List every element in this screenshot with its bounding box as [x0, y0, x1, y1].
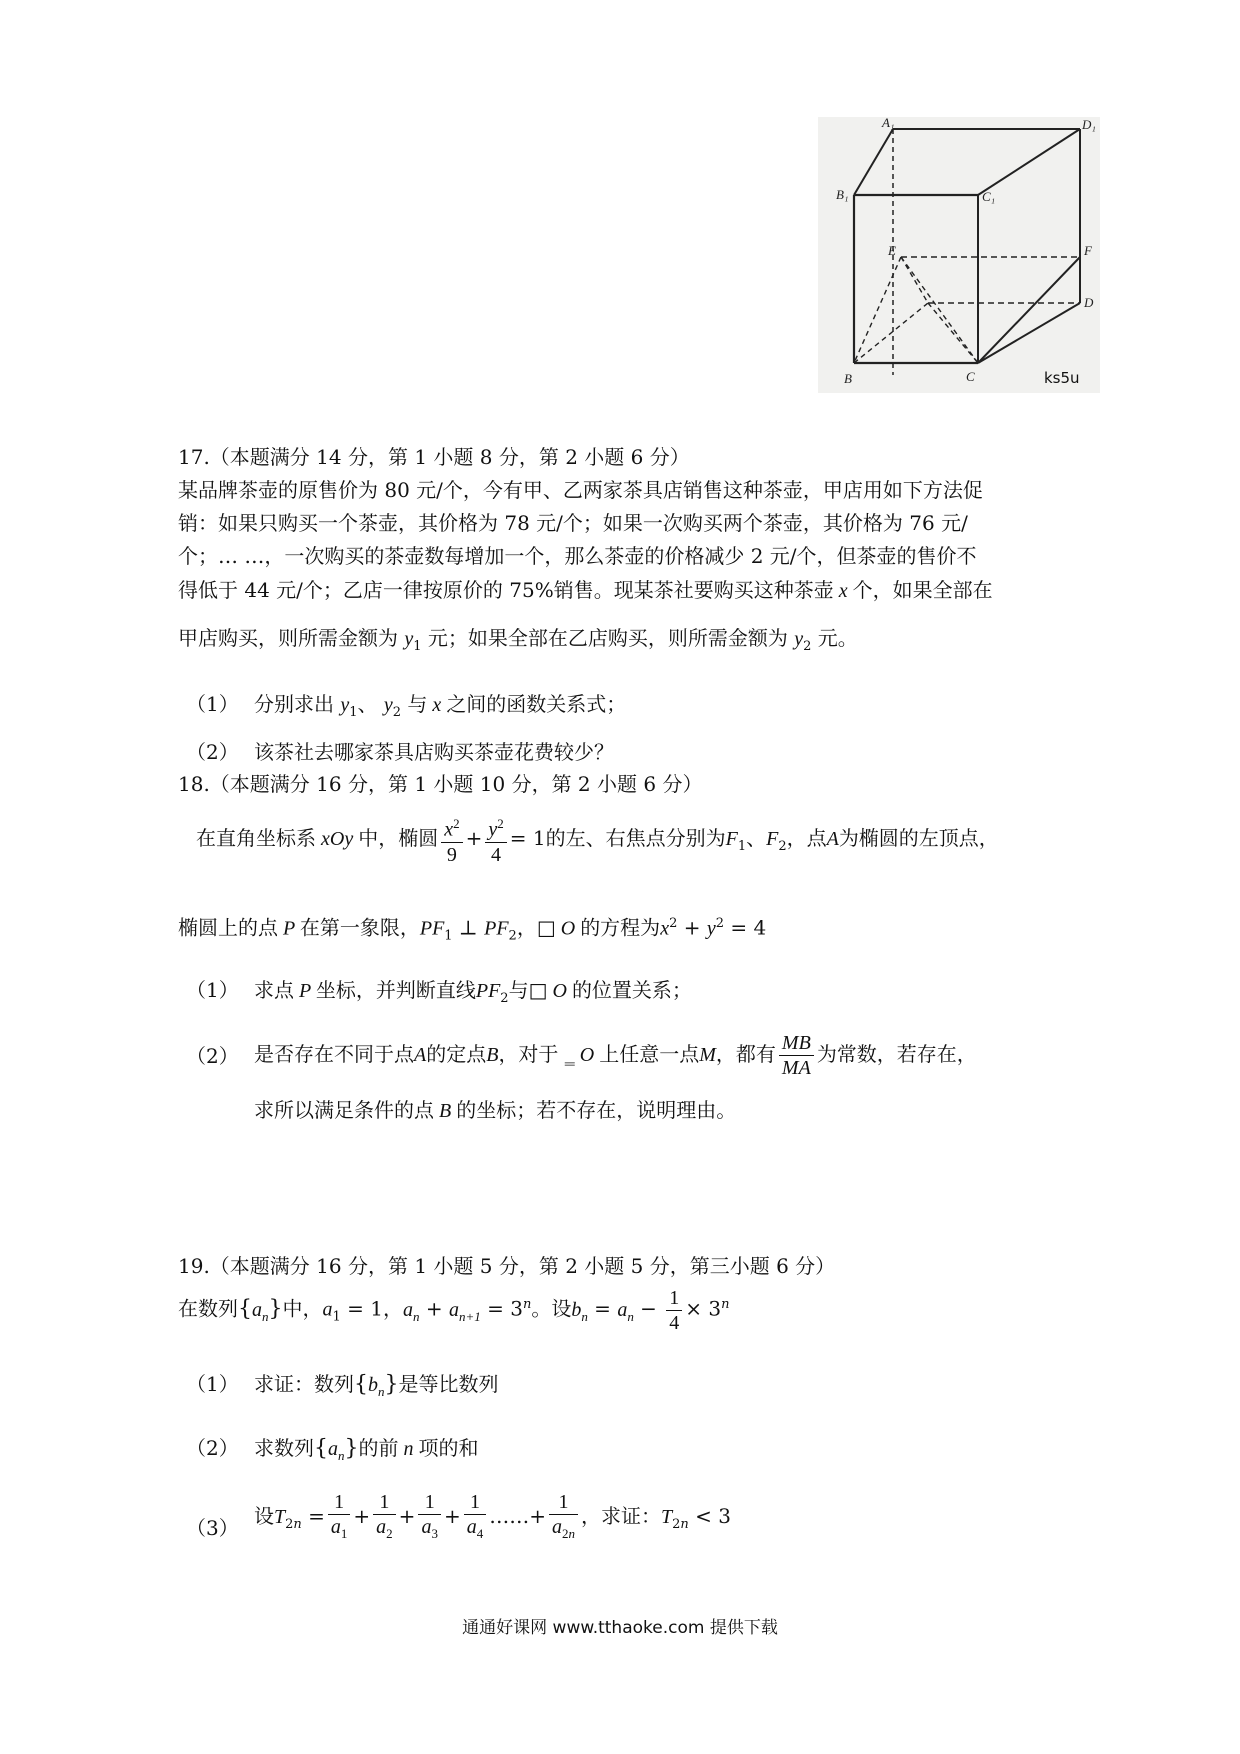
label-d1: D₁ [1082, 117, 1096, 132]
q17-part-2-num: （2） [186, 740, 239, 764]
fraction-1-a3: $\frac{1}{a_3}$ [418, 1490, 441, 1546]
fraction-1-a1: $\frac{1}{a_1}$ [328, 1490, 351, 1546]
q17-line-4: 得低于 44 元/个；乙店一律按原价的 75%销售。现某茶社要购买这种茶壶 x 个，如果全部在 [178, 578, 993, 602]
fraction-1-a2: $\frac{1}{a_2}$ [373, 1490, 396, 1546]
q19-part-3-text: 设$T_{2n}$ = $\frac{1}{a_1}$ + $\frac{1}{a_2}$ + $\frac{1}{a_3}$ + $\frac{1}{a_4}$ ……+ $\frac{1}{a_{2n}}$ ，求证：$T_{2n} < 3$ [254, 1486, 731, 1555]
fraction-y2-4: $\frac{y^2}{4}$ [485, 812, 506, 867]
q17-line-1: 某品牌茶壶的原售价为 80 元/个，今有甲、乙两家茶具店销售这种茶壶，甲店用如下方法促 [178, 478, 983, 502]
q17-line-3: 个；… …，一次购买的茶壶数每增加一个，那么茶壶的价格减少 2 元/个，但茶壶的售价不 [178, 544, 977, 568]
q17-part-1-num: （1） [186, 692, 239, 716]
q18-part-2-line-1: 是否存在不同于点A的定点B，对于 ‗ O 上任意一点M，都有 $\frac{MB}{MA}$ 为常数，若存在， [254, 1032, 977, 1079]
q18-part-1-text: 求点 P 坐标，并判断直线$PF_2$与□ O 的位置关系； [254, 978, 692, 1006]
q19-part-1-num: （1） [186, 1372, 239, 1396]
q18-line-1: 在直角坐标系 xOy 中，椭圆 $\frac{x^2}{9}$ + $\frac{y^2}{4}$ = 1的左、右焦点分别为$F_1$、$F_2$，点A为椭圆的左顶点， [196, 812, 999, 872]
q19-part-3-num: （3） [186, 1516, 239, 1540]
label-c1: C₁ [982, 189, 996, 204]
q17-header: 17.（本题满分 14 分，第 1 小题 8 分，第 2 小题 6 分） [178, 445, 690, 469]
label-f: F [1084, 243, 1092, 258]
label-e: E [888, 243, 896, 258]
fraction-mb-ma: $\frac{MB}{MA}$ [779, 1031, 814, 1080]
label-b1: B₁ [836, 187, 849, 202]
q17-part-2-text: 该茶社去哪家茶具店购买茶壶花费较少？ [254, 740, 614, 764]
q19-part-2-text: 求数列$\{a_n\}$的前 n 项的和 [254, 1436, 479, 1463]
q19-header: 19.（本题满分 16 分，第 1 小题 5 分，第 2 小题 5 分，第三小题 6 分） [178, 1254, 836, 1278]
q18-part-2-num: （2） [186, 1044, 239, 1068]
q17-line-2: 销：如果只购买一个茶壶，其价格为 78 元/个；如果一次购买两个茶壶，其价格为 76 元/ [178, 511, 968, 535]
fraction-1-4: $\frac{1}{4}$ [666, 1286, 682, 1335]
page-footer: 通通好课网 www.tthaoke.com 提供下载 [462, 1618, 778, 1638]
watermark-ks5u: ks5u [1044, 369, 1080, 387]
q19-line-1: 在数列$\{a_n\}$中，$a_1 = 1$，$a_n + a_{n+1} = 3^n$。设$b_n = a_n$ − $\frac{1}{4}$ × $3^n$ [178, 1286, 730, 1334]
label-b: B [844, 371, 852, 386]
q18-part-1-num: （1） [186, 978, 239, 1002]
fraction-x2-9: $\frac{x^2}{9}$ [441, 812, 462, 867]
label-a1: A₁ [882, 117, 895, 130]
q18-header: 18.（本题满分 16 分，第 1 小题 10 分，第 2 小题 6 分） [178, 772, 703, 796]
q19-part-2-num: （2） [186, 1436, 239, 1460]
cube-diagram [818, 117, 1100, 393]
q17-part-1-text: 分别求出 $y_1$、 $y_2$ 与 x 之间的函数关系式； [254, 692, 627, 720]
q17-line-5: 甲店购买，则所需金额为 $y_1$ 元；如果全部在乙店购买，则所需金额为 $y_2$ 元。 [178, 626, 858, 654]
q18-part-2-line-2: 求所以满足条件的点 B 的坐标；若不存在，说明理由。 [254, 1098, 737, 1122]
label-d: D [1084, 295, 1094, 310]
q19-part-1-text: 求证：数列$\{b_n\}$是等比数列 [254, 1372, 499, 1399]
label-c: C [966, 369, 975, 384]
cube-figure [818, 117, 1100, 393]
fraction-1-a2n: $\frac{1}{a_{2n}}$ [549, 1490, 578, 1546]
fraction-1-a4: $\frac{1}{a_4}$ [464, 1490, 487, 1546]
q18-line-2: 椭圆上的点 P 在第一象限，$PF_1$ ⊥ $PF_2$，□ O 的方程为$x^2 + y^2 = 4$ [178, 915, 767, 944]
